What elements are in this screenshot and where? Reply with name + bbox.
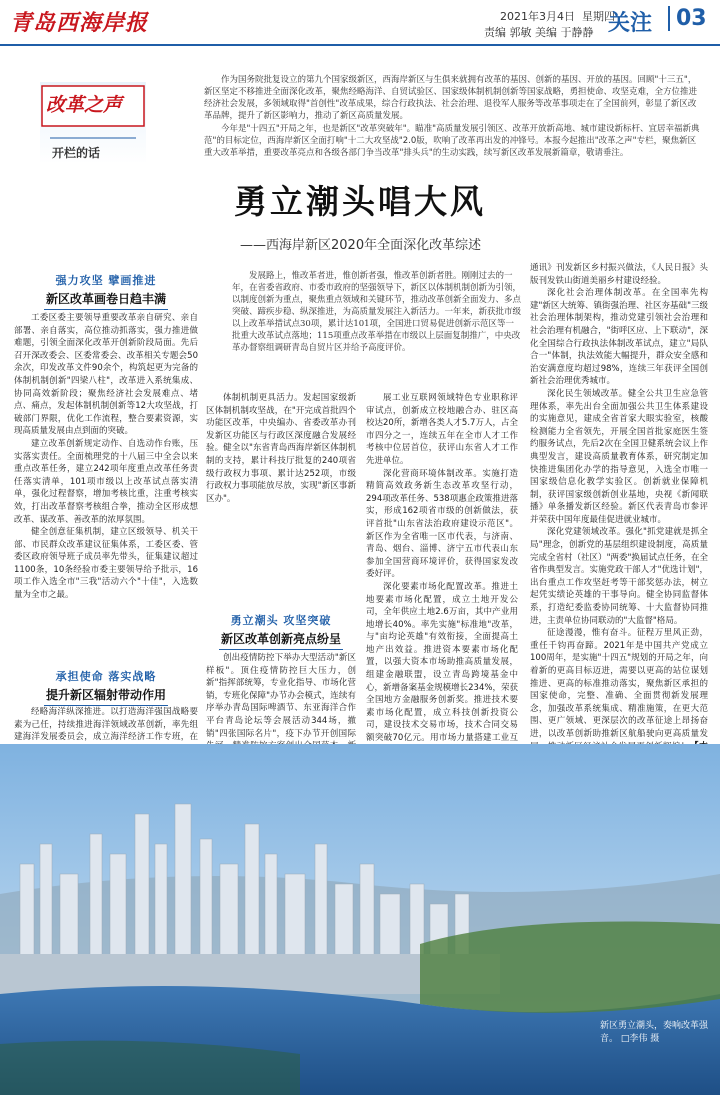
- intro-paragraph: 今年是"十四五"开局之年，也是新区"改革突破年"。瞄准"高质量发展引领区、改革开放新高地、城市建设新标杆、宜居幸福新典范"的目标定位，西海岸新区全面打响"十二大攻坚战"2.0版，吹响了改革再出发的冲锋号。本报今起推出"改革之声"专栏，聚焦新区重大改革举措，重要改革亮点和各级各部门争当改革"排头兵"的生动实践，续写新区改革发展新篇章，敬请垂注。: [204, 124, 700, 158]
- newspaper-logo: 青岛西海岸报: [10, 10, 149, 36]
- section-title: 关注: [608, 11, 653, 36]
- paragraph: 深化民生领域改革。健全公共卫生应急管理体系，率先出台全面加强公共卫生体系建设的实施意见，建成全省首家大眼实验室，核酸检测能力全省领先，开展全国首批家庭医生签约服务试点，先后2次在全国卫健系统会议上作典型发言，建设高质量教育体系，研究制定加快推进集团化办学的指导意见，入选全市唯一国家级信息化教学实验区。创新就业保障机制，获评国家级创新创业基地，央视《新闻联播》单条播发新区经验。新区代表青岛市参评并荣获中国年度最佳促进就业城市。: [530, 388, 708, 525]
- section-kicker: 承担使命 落实战略: [55, 670, 157, 683]
- column-intro: [204, 74, 704, 160]
- section-title: 新区改革画卷日趋丰满: [44, 290, 168, 310]
- article-lead: 发展路上，惟改革者进，惟创新者强，惟改革创新者胜。刚刚过去的一年，在省委省政府、市委市政府的坚强领导下，新区以体制机制创新为引领，以制度创新为重点，聚焦重点领域和关键环节，推动改革创新全面发力、多点突破、蹄疾步稳、纵深推进，为高质量发展注入新活力。一年来，新获批市级以上改革举措试点30项，累计达101项，全国进口贸易促进创新示范区等一批重大改革试点落地；115项重点改革举措在市级以上层面复制推广，中央改革办督察组调研青岛自贸片区并给予高度评价。: [232, 271, 522, 353]
- paragraph: 展工业互联网领域特色专业职称评审试点，创新成立校地融合办、驻区高校达20所，新增各类人才5.7万人，占全市四分之一，连续五年在全市人才工作考核中位居首位，获评山东省人才工作先进单位。: [366, 393, 518, 466]
- paragraph: 经略海洋纵深推进。以打造海洋强国战略要素为己任，持续推进海洋领域改革创新，率先组建海洋发展委员会，成立海洋经济工作专班，在: [14, 707, 198, 743]
- section-heading-3: [206, 612, 356, 650]
- article-column-1-lower: [14, 706, 198, 744]
- paragraph: 健全创意征集机制，建立区级领导、机关干部、市民群众改革建议征集体系，工委区委、管委区政府领导班子成员率先带头，征集建议超过1100条，10条经验市委主要领导给予批示，16项工作入选全市"三我"活动六个"十佳"，入选数量为全市之最。: [14, 527, 198, 601]
- article-column-2-lower: [206, 652, 356, 744]
- editors-credit: 责编 郭敏 美编 于静静: [484, 26, 594, 39]
- paragraph: 通讯》刊发新区乡村振兴做法，《人民日报》头版刊发铁山街道美丽乡村建设经验。: [530, 263, 708, 286]
- article-column-3: [366, 392, 518, 744]
- intro-paragraph: 作为国务院批复设立的第九个国家级新区，西海岸新区与生俱来就拥有改革的基因、创新的基因、开放的基因。回顾"十三五"，新区坚定不移推进全面深化改革，聚焦经略海洋、自贸试验区、国家级体制机制创新等国家战略，勇担使命、攻坚克难，全方位推进经济社会发展，多领域取得"首创性"改革成果，综合行政执法、社会治理、退役军人服务等改革事项走在了全国前列，彰显了新区改革品牌，提升了新区影响力，推动了新区高质量发展。: [204, 75, 698, 121]
- issue-date: 2021年3月4日 星期四: [500, 10, 615, 23]
- paragraph: 深化要素市场化配置改革。推进土地要素市场化配置，成立土地开发公司，全年供应土地2.6万亩，其中产业用地增长40%。率先实施"标准地"改革，与"亩均论英雄"有效衔接，全面提高土地产出效益。推进资本要素市场化配置，以强大资本市场助推高质量发展，组建金融联盟，设立青岛跨境基金中心，新增备案基金规模增长234%，荣获全国地方金融服务创新奖。推进技术要素市场化配置，成立科技创新投资公司，建设技术交易市场，技术合同交易额突破70亿元。用市场力量搭建工业互: [366, 581, 518, 744]
- article-column-4: [530, 262, 708, 744]
- section-title: 提升新区辐射带动作用: [44, 686, 168, 706]
- paragraph: 建立改革创新规定动作、自选动作台账，压实落实责任。全面梳理党的十八届三中全会以来重点改革任务，建立242项年度重点改革任务责任落实清单，101项市级以上改革试点落实清单，强化过程督察，增加考核比重，注重考核实效，打出改革督察考核组合拳，推动全区形成想改革、谋改革、善改革的浓厚氛围。: [14, 438, 198, 525]
- section-heading-1: [14, 272, 198, 310]
- section-kicker: 强力攻坚 擘画推进: [55, 274, 157, 287]
- photo-caption: 新区勇立潮头，奏响改革强音。 □李伟 摄: [600, 1021, 709, 1044]
- section-title: 新区改革创新亮点纷呈: [219, 630, 343, 650]
- column-title: 改革之声: [46, 94, 123, 116]
- paragraph: 工委区委主要领导重要改革亲自研究、亲自部署、亲自落实，高位推动抓落实，强力推进做难题，引领全面深化改革开创新阶段局面。先后召开深改委会、区委常委会、改革相关专题会50余次，印发改革文件90余个，构筑起更为完备的体制机制创新"四梁八柱"，改革进入系统集成、协同高效新阶段；聚焦经济社会发展难点、堵点、痛点，发起体制机制创新等12大攻坚战，打破部门界限，优化工作流程，整合要素资源，实现高质量发展由点到面的突破。: [14, 313, 198, 437]
- paragraph: 深化党建领域改革。强化"抓党建就是抓全局"理念，创新党的基层组织建设制度，高质量完成全省村（社区）"两委"换届试点任务，在全省作典型发言。实施党政干部人才"优选计划"，出台重点工作攻坚赶考等干部奖惩办法，树立起凭实绩论英雄的干事导向。健全协同监督体系，打造纪委监委协同统筹、十大监督协同推进，主责单位协同联动的"大监督"格局。: [530, 527, 708, 626]
- closing-text: 征途漫漫，惟有奋斗。征程万里风正劲，重任千钧再奋蹄。2021年是中国共产党成立100周年，是实施"十四五"规划的开局之年，向着新的更高目标迈进，需要以更高的站位谋划推进、更高的标准推动落实，聚焦新区承担的国家使命，完整、准确、全面贯彻新发展理念，加强改革系统集成、精准施策，在更大范围、更广领域、更深层次的改革征途上昂扬奋进，以改革创新助推新区航船驶向更高质量发: [530, 628, 708, 739]
- paragraph: 体制机制更具活力。发起国家级新区体制机制攻坚战，在"开完成首批四个功能区改革，中央编办、省委改革办刊发新区功能区与行政区深度融合发展经验。健全以"东省青岛西海岸新区体制机制的支持，累计科技厅批复的240项省级行政权力事项、累计达252项，市级行政权力事项能放尽放，实现"新区事新区办"。: [206, 393, 356, 504]
- paragraph: 深化社会治理体制改革。在全国率先构建"新区大统筹、镇街强治理、社区夯基础"三级社会治理体制架构，推动党建引领社会治理和社会治理有机融合，"街呼区应、上下联动"，深化全国综合行政执法体制改革试点，建立"局队合一"体制，执法效能大幅提升，群众安全感和治安满意度均超过98%，连续三年获评全国创新社会治理优秀城市。: [530, 288, 708, 387]
- page-number: 03: [668, 6, 707, 31]
- article-subheadline: ——西海岸新区2020年全面深化改革综述: [240, 238, 482, 253]
- column-subtitle: 开栏的话: [52, 146, 101, 160]
- article-headline: 勇立潮头唱大风: [234, 182, 486, 221]
- section-kicker: 勇立潮头 攻坚突破: [230, 614, 332, 627]
- paragraph: 创出疫情防控下举办大型活动"新区样板"。顶住疫情防控巨大压力，创新"指挥部统筹，专业化指导、市场化营销，专班化保障"办节办会模式，连续有序举办青岛国际啤酒节、东亚海洋合作平台青岛论坛等会展活动344场，撤销"四张国际名片"，疫下办节开创国际: [206, 653, 356, 739]
- article-column-1: [14, 312, 198, 602]
- section-heading-2: [14, 668, 198, 706]
- paragraph: 深化营商环境体制改革。实施打造精简高效政务新生态改革攻坚行动，294项改革任务、538项惠企政策推进落实，形成162项省市级的创新做法，获评首批"山东省法治政府建设示范区"。新区作为全省唯一区市代表，与济南、青岛、烟台、淄博、济宁五市代表山东参加全国营商环境评价，获得国家发改委好评。: [366, 468, 518, 580]
